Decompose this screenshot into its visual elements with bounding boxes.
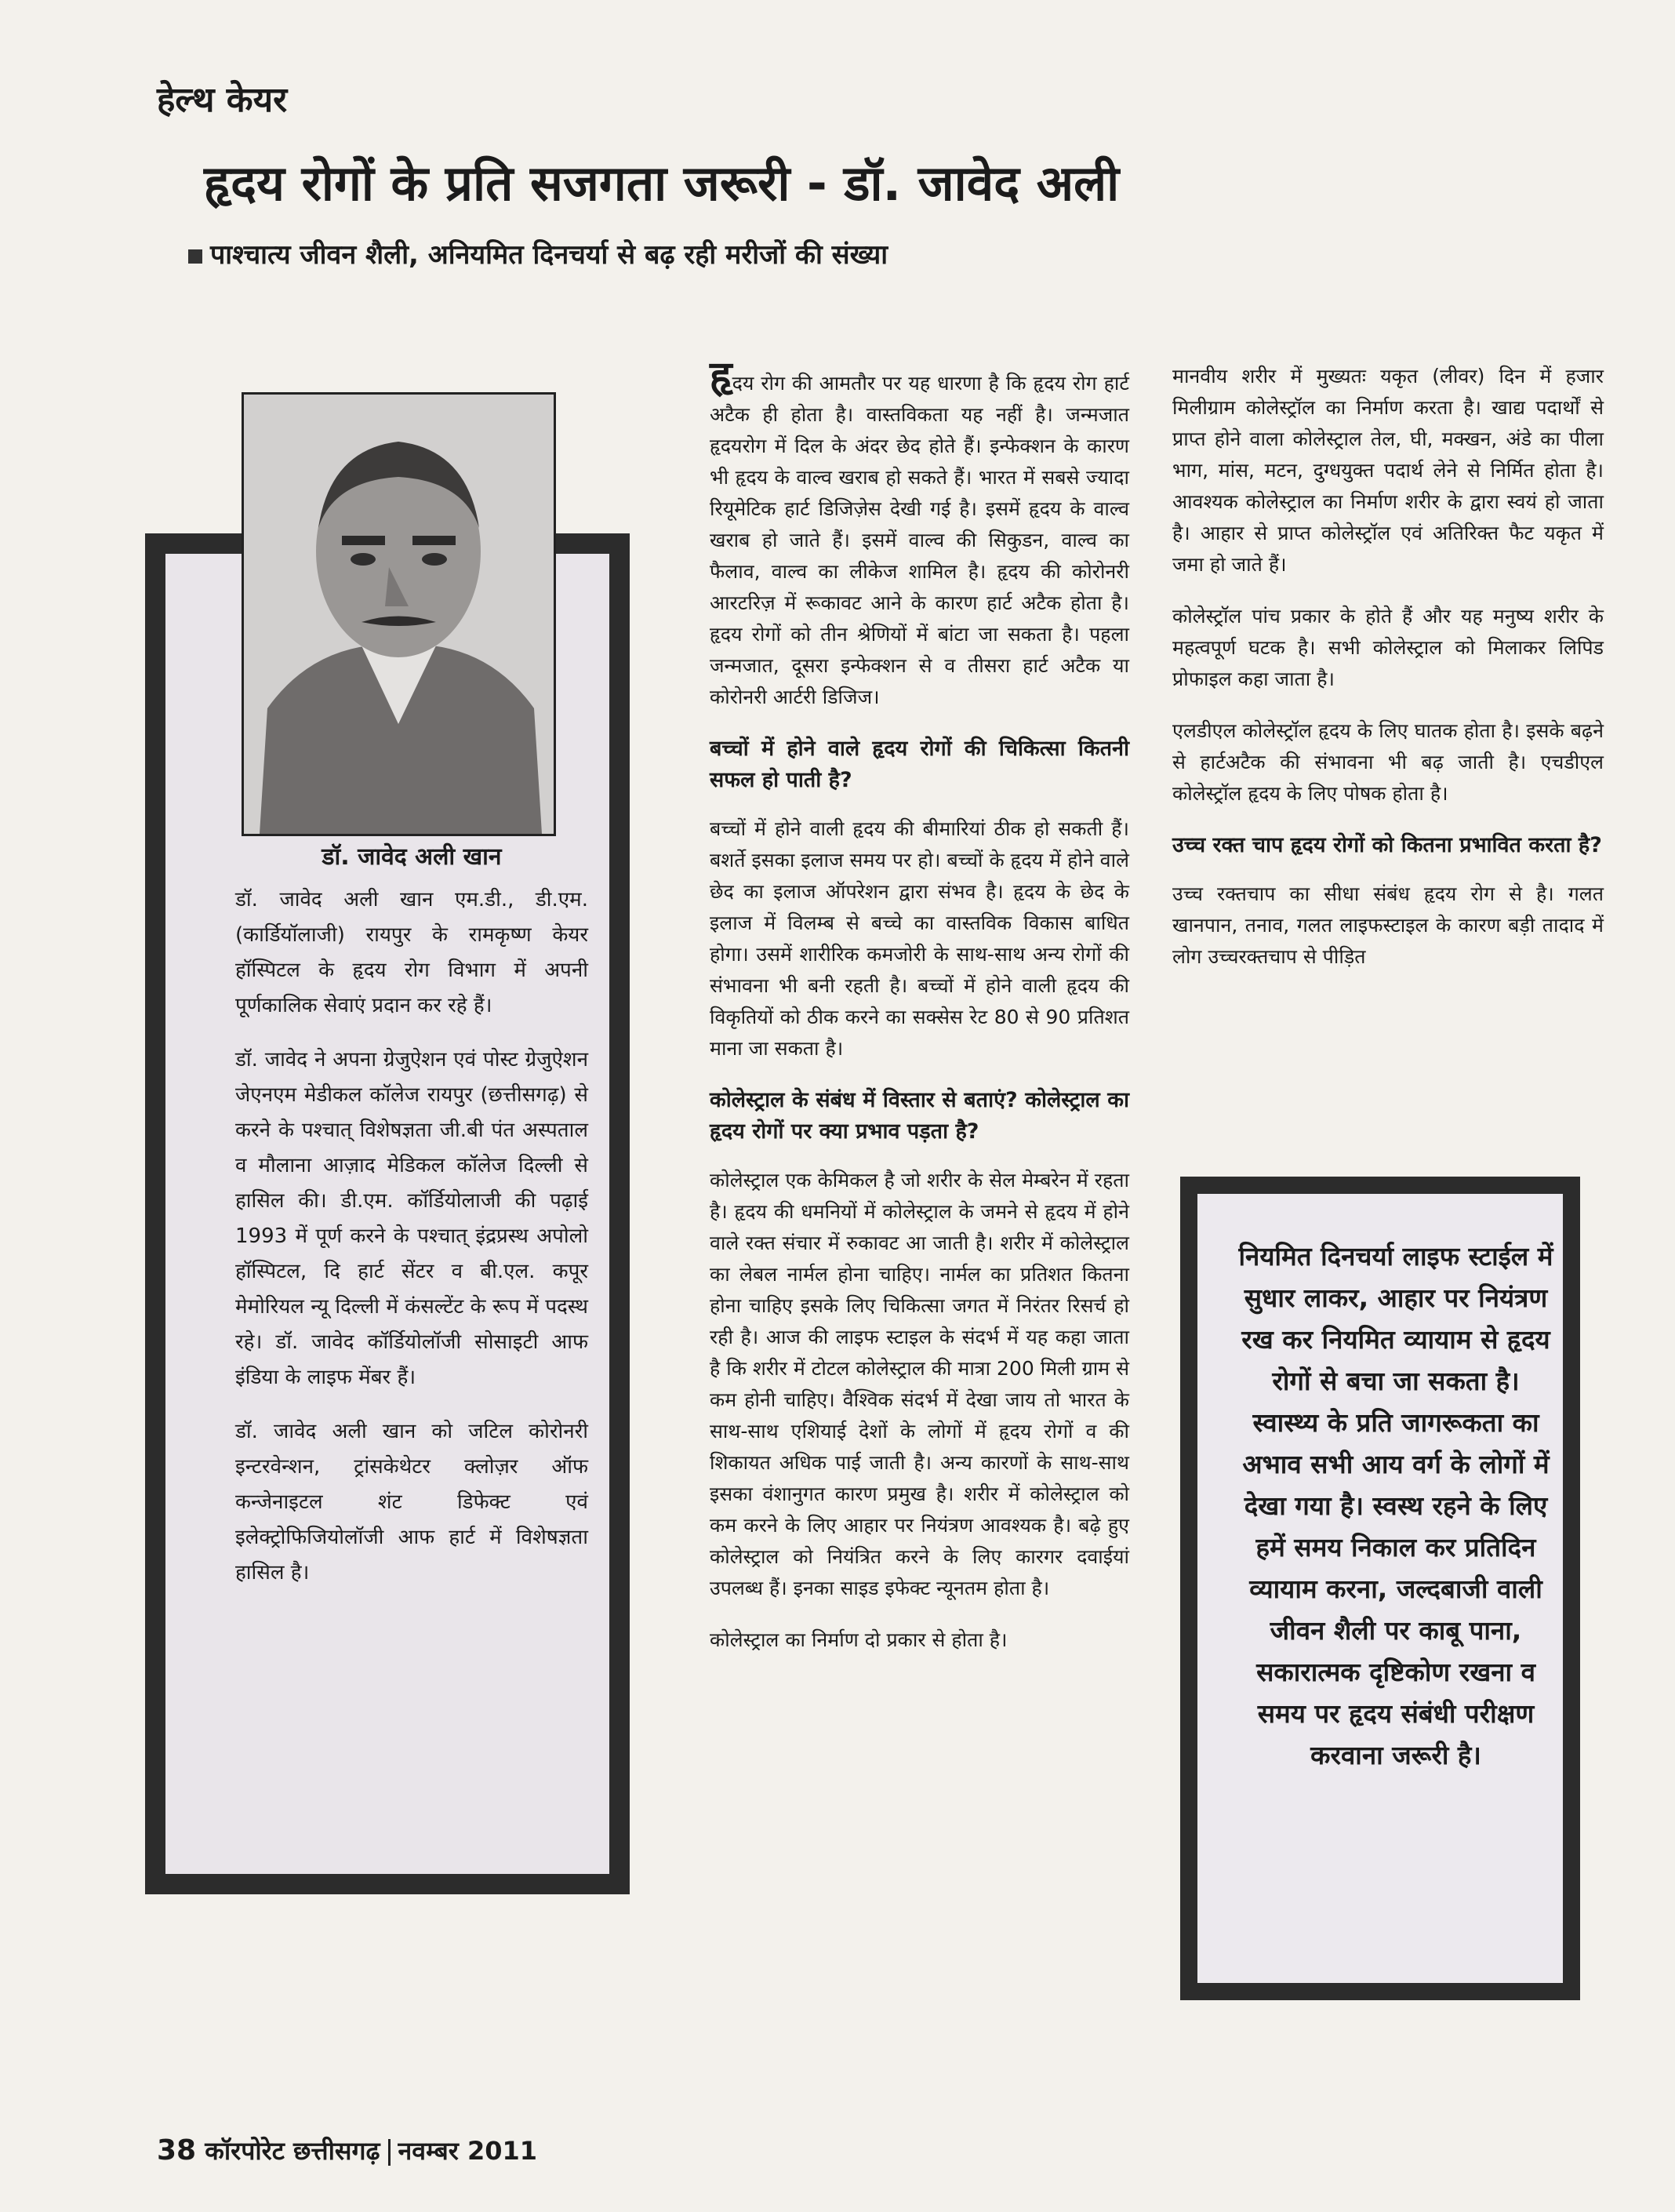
- answer-1: बच्चों में होने वाली हृदय की बीमारियां ठीक हो सकती हैं। बशर्ते इसका इलाज समय पर हो। बच्चों के हृदय में होने वाले छेद का इलाज ऑपरेशन द्वारा संभव है। हृदय के छेद के इलाज में विलम्ब से बच्चे का वास्तविक विकास बाधित होगा। उसमें शारीरिक कमजोरी के साथ-साथ अन्य रोगों की संभावना भी बनी रहती है। बच्चों में होने वाली हृदय की विकृतियों को ठीक करने का सक्सेस रेट 80 से 90 प्रतिशत माना जा सकता है।: [710, 817, 1129, 1060]
- doctor-photo: [242, 392, 556, 836]
- section-label: हेल्थ केयर: [157, 80, 288, 120]
- middle-column: [710, 353, 1129, 1676]
- portrait-image: [244, 395, 554, 834]
- intro-text: दय रोग की आमतौर पर यह धारणा है कि हृदय रोग हार्ट अटैक ही होता है। वास्तविकता यह नहीं है। जन्मजात हृदयरोग में दिल के अंदर छेद होते हैं। इन्फेक्शन के कारण भी हृदय के वाल्व खराब हो सकते हैं। भारत में सबसे ज्यादा रियूमेटिक हार्ट डिजिज़ेस देखी गई है। इसमें हृदय के वाल्व खराब हो जाते हैं। इसमें वाल्व की सिकुडन, वाल्व का फैलाव, वाल्व का लीकेज शामिल है। हृदय की कोरोनरी आरटरिज़ में रूकावट आने के कारण हार्ट अटैक होता है। हृदय रोगों को तीन श्रेणियों में बांटा जा सकता है। पहला जन्मजात, दूसरा इन्फेक्शन से व तीसरा हार्ट अटैक या कोरोनरी आर्टरी डिजिज।: [710, 372, 1129, 708]
- right-column: [1172, 361, 1604, 993]
- page-number: 38: [157, 2134, 197, 2167]
- drop-cap: हृ: [710, 353, 732, 400]
- bio-column: [235, 835, 588, 1610]
- photo-caption: डॉ. जावेद अली खान: [322, 843, 502, 871]
- bullet-icon: [188, 249, 202, 264]
- bio-paragraph-1: डॉ. जावेद अली खान एम.डी., डी.एम. (कार्डियॉलाजी) रायपुर के रामकृष्ण केयर हॉस्पिटल के हृदय रोग विभाग में अपनी पूर्णकालिक सेवाएं प्रदान कर रहे हैं।: [235, 888, 588, 1017]
- question-3: उच्च रक्त चाप हृदय रोगों को कितना प्रभावित करता है?: [1172, 833, 1602, 857]
- question-2: कोलेस्ट्राल के संबंध में विस्तार से बताएं? कोलेस्ट्राल का हृदय रोगों पर क्या प्रभाव पड़ता है?: [710, 1088, 1129, 1144]
- bio-paragraph-3: डॉ. जावेद अली खान को जटिल कोरोनरी इन्टरवेन्शन, ट्रांसकेथेटर क्लोज़र ऑफ कन्जेनाइटल शंट डिफेक्ट एवं इलेक्ट्रोफिजियोलॉजी आफ हार्ट में विशेषज्ञता हासिल है।: [235, 1420, 588, 1584]
- pull-quote: नियमित दिनचर्या लाइफ स्टाईल में सुधार लाकर, आहार पर नियंत्रण रख कर नियमित व्यायाम से हृदय रोगों से बचा जा सकता है। स्वास्थ्य के प्रति जागरूकता का अभाव सभी आय वर्ग के लोगों में देखा गया है। स्वस्थ रहने के लिए हमें समय निकाल कर प्रतिदिन व्यायाम करना, जल्दबाजी वाली जीवन शैली पर काबू पाना, सकारात्मक दृष्टिकोण रखना व समय पर हृदय संबंधी परीक्षण करवाना जरूरी है।: [1238, 1241, 1553, 1770]
- bio-paragraph-2: डॉ. जावेद ने अपना ग्रेजुऐशन एवं पोस्ट ग्रेजुऐशन जेएनएम मेडीकल कॉलेज रायपुर (छत्तीसगढ़) से करने के पश्चात् विशेषज्ञता जी.बी पंत अस्पताल व मौलाना आज़ाद मेडिकल कॉलेज दिल्ली से हासिल की। डी.एम. कॉर्डियोलाजी की पढ़ाई 1993 में पूर्ण करने के पश्चात् इंद्रप्रस्थ अपोलो हॉस्पिटल, दि हार्ट सेंटर व बी.एल. कपूर मेमोरियल न्यू दिल्ली में कंसल्टेंट के रूप में पदस्थ रहे। डॉ. जावेद कॉर्डियोलॉजी सोसाइटी आफ इंडिया के लाइफ मेंबर हैं।: [235, 1048, 588, 1389]
- question-1: बच्चों में होने वाले हृदय रोगों की चिकित्सा कितनी सफल हो पाती है?: [710, 737, 1129, 792]
- answer-3: उच्च रक्तचाप का सीधा संबंध हृदय रोग से है। गलत खानपान, तनाव, गलत लाइफस्टाइल के कारण बड़ी तादाद में लोग उच्चरक्तचाप से पीड़ित: [1172, 882, 1604, 968]
- headline: हृदय रोगों के प्रति सजगता जरूरी - डॉ. जावेद अली: [204, 155, 1120, 212]
- publication-name: कॉरपोरेट छत्तीसगढ़: [205, 2136, 380, 2166]
- right-paragraph-2: कोलेस्ट्रॉल पांच प्रकार के होते हैं और यह मनुष्य शरीर के महत्वपूर्ण घटक है। सभी कोलेस्ट्राल को मिलाकर लिपिड प्रोफाइल कहा जाता है।: [1172, 605, 1604, 690]
- right-paragraph-3: एलडीएल कोलेस्ट्रॉल हृदय के लिए घातक होता है। इसके बढ़ने से हार्टअटैक की संभावना भी बढ़ जाती है। एचडीएल कोलेस्ट्रॉल हृदय के लिए पोषक होता है।: [1172, 719, 1604, 805]
- answer-2: कोलेस्ट्राल एक केमिकल है जो शरीर के सेल मेम्बरेन में रहता है। हृदय की धमनियों में कोलेस्ट्राल के जमने से हृदय में होने वाले रक्त संचार में रुकावट आ जाती है। शरीर में कोलेस्ट्राल का लेबल नार्मल होना चाहिए। नार्मल का प्रतिशत कितना होना चाहिए इसके लिए चिकित्सा जगत में निरंतर रिसर्च हो रही है। आज की लाइफ स्टाइल के संदर्भ में यह कहा जाता है कि शरीर में टोटल कोलेस्ट्राल की मात्रा 200 मिली ग्राम से कम होनी चाहिए। वैश्विक संदर्भ में देखा जाय तो भारत के साथ-साथ एशियाई देशों के लोगों में हृदय रोगों व की शिकायत अधिक पाई जाती है। अन्य कारणों के साथ-साथ इसका वंशानुगत कारण प्रमुख है। शरीर में कोलेस्ट्राल को कम करने के लिए आहार पर नियंत्रण आवश्यक है। बढ़े हुए कोलेस्ट्राल को नियंत्रित करने के लिए कारगर दवाईयां उपलब्ध हैं। इनका साइड इफेक्ट न्यूनतम होता है।: [710, 1169, 1129, 1599]
- right-paragraph-1: मानवीय शरीर में मुख्यतः यकृत (लीवर) दिन में हजार मिलीग्राम कोलेस्ट्रॉल का निर्माण करता है। खाद्य पदार्थों से प्राप्त होने वाला कोलेस्ट्राल तेल, घी, मक्खन, अंडे का पीला भाग, मांस, मटन, दुग्धयुक्त पदार्थ लेने से निर्मित होता है। आवश्यक कोलेस्ट्राल का निर्माण शरीर के द्वारा स्वयं हो जाता है। आहार से प्राप्त कोलेस्ट्रॉल एवं अतिरिक्त फैट यकृत में जमा हो जाते हैं।: [1172, 365, 1604, 576]
- issue-date: नवम्बर 2011: [398, 2136, 538, 2166]
- answer-2-continued: कोलेस्ट्राल का निर्माण दो प्रकार से होता है।: [710, 1628, 1008, 1651]
- intro-paragraph: [710, 353, 1129, 713]
- subheadline: [188, 235, 1521, 271]
- footer-divider: [388, 2139, 391, 2166]
- subheadline-text: पाश्चात्य जीवन शैली, अनियमित दिनचर्या से बढ़ रही मरीजों की संख्या: [210, 239, 888, 271]
- page-footer: [157, 2134, 537, 2167]
